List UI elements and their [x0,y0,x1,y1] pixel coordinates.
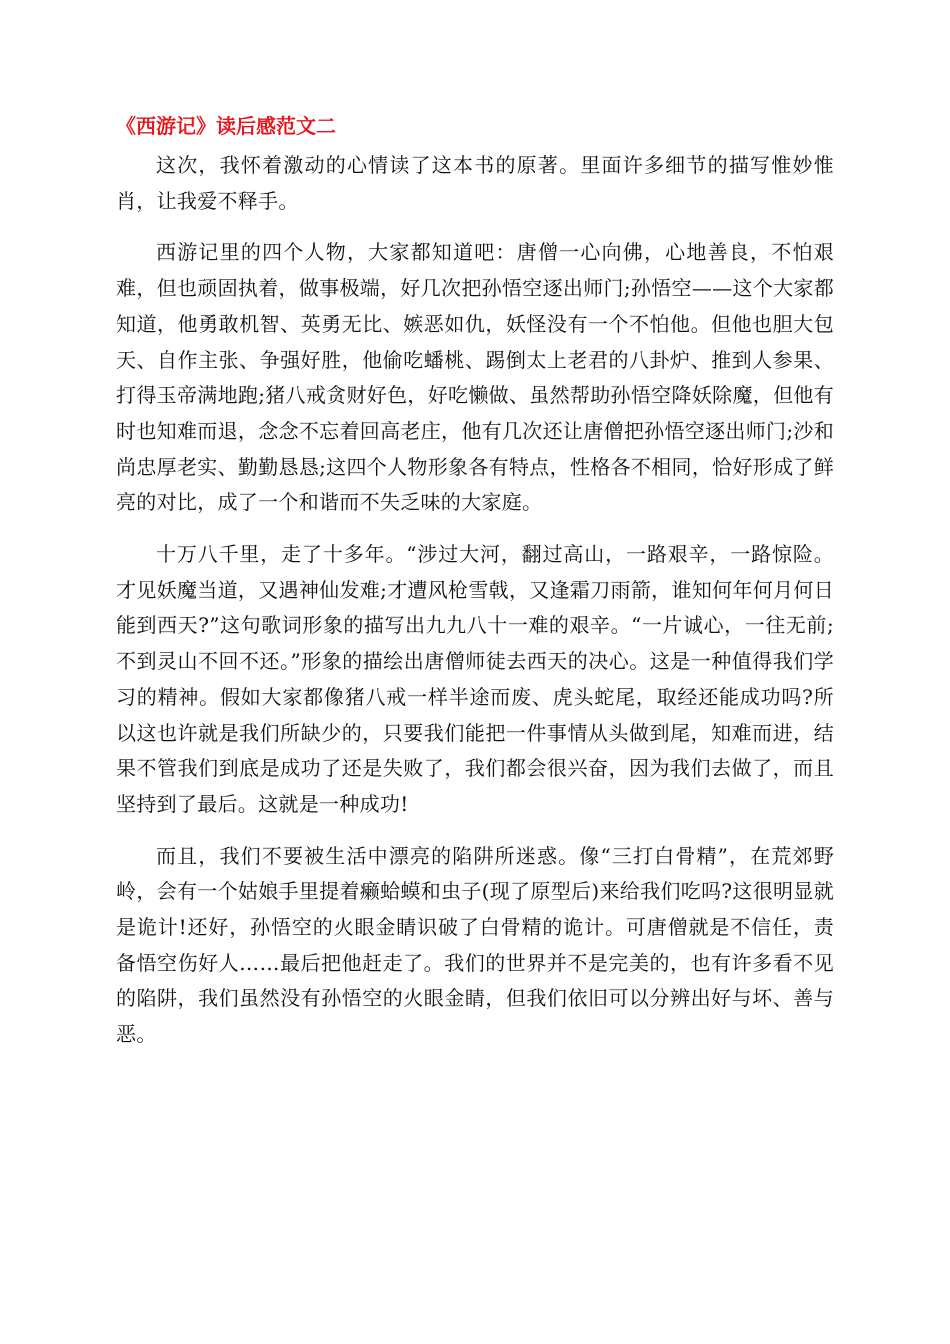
paragraph-3: 十万八千里，走了十多年。“涉过大河，翻过高山，一路艰辛，一路惊险。才见妖魔当道，又遇神仙发难;才遭风枪雪戟，又逢霜刀雨箭，谁知何年何月何日能到西天?”这句歌词形象的描写出九九八十一难的艰辛。“一片诚心，一往无前;不到灵山不回不还。”形象的描绘出唐僧师徒去西天的决心。这是一种值得我们学习的精神。假如大家都像猪八戒一样半途而废、虎头蛇尾，取经还能成功吗?所以这也许就是我们所缺少的，只要我们能把一件事情从头做到尾，知难而进，结果不管我们到底是成功了还是失败了，我们都会很兴奋，因为我们去做了，而且坚持到了最后。这就是一种成功! [116,542,834,816]
paragraph-4: 而且，我们不要被生活中漂亮的陷阱所迷惑。像“三打白骨精”，在荒郊野岭，会有一个姑娘手里提着癞蛤蟆和虫子(现了原型后)来给我们吃吗?这很明显就是诡计!还好，孙悟空的火眼金睛识破了白骨精的诡计。可唐僧就是不信任，责备悟空伤好人……最后把他赶走了。我们的世界并不是完美的，也有许多看不见的陷阱，我们虽然没有孙悟空的火眼金睛，但我们依旧可以分辨出好与坏、善与恶。 [116,843,834,1047]
paragraph-2: 西游记里的四个人物，大家都知道吧：唐僧一心向佛，心地善良，不怕艰难，但也顽固执着，做事极端，好几次把孙悟空逐出师门;孙悟空——这个大家都知道，他勇敢机智、英勇无比、嫉恶如仇，妖怪没有一个不怕他。但他也胆大包天、自作主张、争强好胜，他偷吃蟠桃、踢倒太上老君的八卦炉、推到人参果、打得玉帝满地跑;猪八戒贪财好色，好吃懒做、虽然帮助孙悟空降妖除魔，但他有时也知难而退，念念不忘着回高老庄，他有几次还让唐僧把孙悟空逐出师门;沙和尚忠厚老实、勤勤恳恳;这四个人物形象各有特点，性格各不相同，恰好形成了鲜亮的对比，成了一个和谐而不失乏味的大家庭。 [116,240,834,515]
document-title: 《西游记》读后感范文二 [116,114,336,138]
document-page [116,112,834,1069]
paragraph-1: 这次，我怀着激动的心情读了这本书的原著。里面许多细节的描写惟妙惟肖，让我爱不释手。 [116,153,834,213]
